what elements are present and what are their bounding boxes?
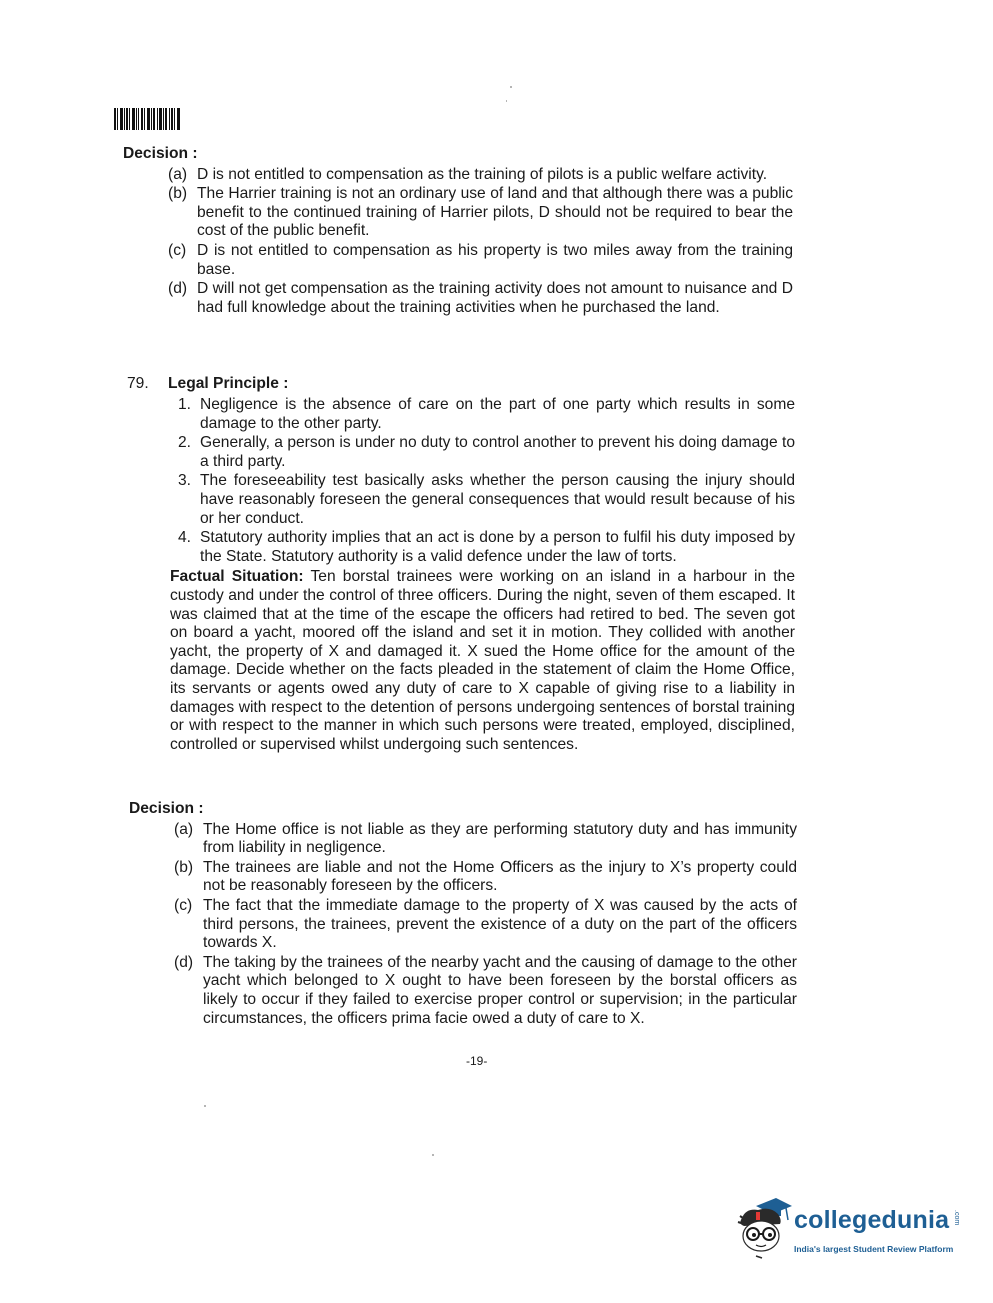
decision-option-b	[174, 859, 797, 896]
decision-option-c	[168, 242, 793, 279]
option-text: The taking by the trainees of the nearby yacht and the causing of damage to the other yacht which belonged to X ought to have been foreseen by the borstal officers as likely to occur if they failed to exercise proper control or supervision; in the particular circumstances, the officers prima facie owed a duty of care to X.	[203, 953, 797, 1027]
principle-text: The foreseeability test basically asks whether the person causing the injury should have reasonably foreseen the general consequences that would result because of his or her conduct.	[200, 472, 795, 527]
legal-principle-heading: Legal Principle :	[168, 375, 289, 392]
option-label: (b)	[168, 185, 188, 203]
option-text: The Home office is not liable as they are performing statutory duty and has immunity from liability in negligence.	[203, 820, 797, 857]
option-label: (d)	[174, 953, 194, 971]
decision-option-d	[174, 954, 797, 1028]
option-label: (c)	[168, 241, 187, 259]
decision-block-2	[129, 800, 797, 1029]
option-label: (d)	[168, 280, 188, 298]
mascot-icon	[736, 1196, 794, 1260]
scan-speck	[204, 1105, 206, 1107]
decision-heading: Decision :	[123, 145, 198, 162]
brand-suffix: .com	[953, 1210, 960, 1226]
barcode	[114, 108, 180, 130]
principle-1	[178, 396, 795, 433]
option-text: The fact that the immediate damage to the property of X was caused by the acts of third persons, the trainees, prevent the existence of a duty on the part of the officers towards X.	[203, 896, 797, 952]
decision-option-a	[174, 821, 797, 858]
question-number: 79.	[127, 375, 149, 392]
option-text: D is not entitled to compensation as his property is two miles away from the training base.	[197, 241, 793, 278]
brand-tagline: India's largest Student Review Platform	[794, 1244, 954, 1254]
principle-3	[178, 472, 795, 528]
decision-heading: Decision :	[129, 800, 204, 817]
principle-text: Statutory authority implies that an act is done by a person to fulfil his duty imposed by the State. Statutory authority is a valid defence under the law of torts.	[200, 529, 795, 565]
factual-situation	[170, 568, 795, 754]
option-label: (a)	[174, 820, 194, 838]
principle-4	[178, 529, 795, 566]
option-label: (b)	[174, 858, 194, 876]
principle-label: 4.	[178, 529, 192, 547]
option-text: The Harrier training is not an ordinary use of land and that although there was a public benefit to the continued training of Harrier pilots, D should not be required to bear the cost of the public benefit.	[197, 185, 793, 240]
principle-text: Generally, a person is under no duty to control another to prevent his doing damage to a third party.	[200, 434, 795, 470]
principle-2	[178, 434, 795, 471]
decision-option-c	[174, 897, 797, 953]
scan-speck	[506, 100, 507, 102]
factual-situation-heading: Factual Situation:	[170, 568, 304, 586]
principle-label: 3.	[178, 472, 192, 490]
page-number: -19-	[466, 1054, 488, 1068]
principle-label: 1.	[178, 396, 192, 413]
option-text: The trainees are liable and not the Home Officers as the injury to X’s property could not be reasonably foreseen by the officers.	[203, 858, 797, 895]
decision-block-1	[123, 145, 793, 318]
scan-speck	[432, 1154, 434, 1156]
principle-text: Negligence is the absence of care on the part of one party which results in some damage to the other party.	[200, 396, 795, 432]
option-label: (a)	[168, 165, 188, 183]
brand-name: collegedunia	[794, 1206, 950, 1234]
decision-option-a	[168, 166, 793, 185]
option-text: D is not entitled to compensation as the training of pilots is a public welfare activity.	[197, 165, 768, 183]
scan-speck	[510, 86, 512, 88]
decision-option-d	[168, 280, 793, 317]
option-label: (c)	[174, 896, 193, 914]
decision-option-b	[168, 185, 793, 241]
option-text: D will not get compensation as the training activity does not amount to nuisance and D had full knowledge about the training activities when he purchased the land.	[197, 280, 793, 316]
factual-situation-text: Ten borstal trainees were working on an island in a harbour in the custody and under the control of three officers. During the night, seven of them escaped. It was claimed that at the time of the escape the officers had retired to bed. The seven got on board a yacht, moored off the island and set it in motion. They collided with another yacht, the property of X and damaged it. X sued the Home office for the amount of the damage. Decide whether on the facts pleaded in the statement of claim the Home Office, its servants or agents owed any duty of care to X capable of giving rise to a liability in damages with respect to the detention of persons undergoing sentences of borstal training or with respect to the manner in which such persons were treated, employed, disciplined, controlled or supervised whilst undergoing such sentences.	[170, 568, 796, 753]
question-79	[127, 375, 795, 754]
principle-label: 2.	[178, 434, 192, 452]
collegedunia-logo[interactable]	[736, 1196, 966, 1276]
